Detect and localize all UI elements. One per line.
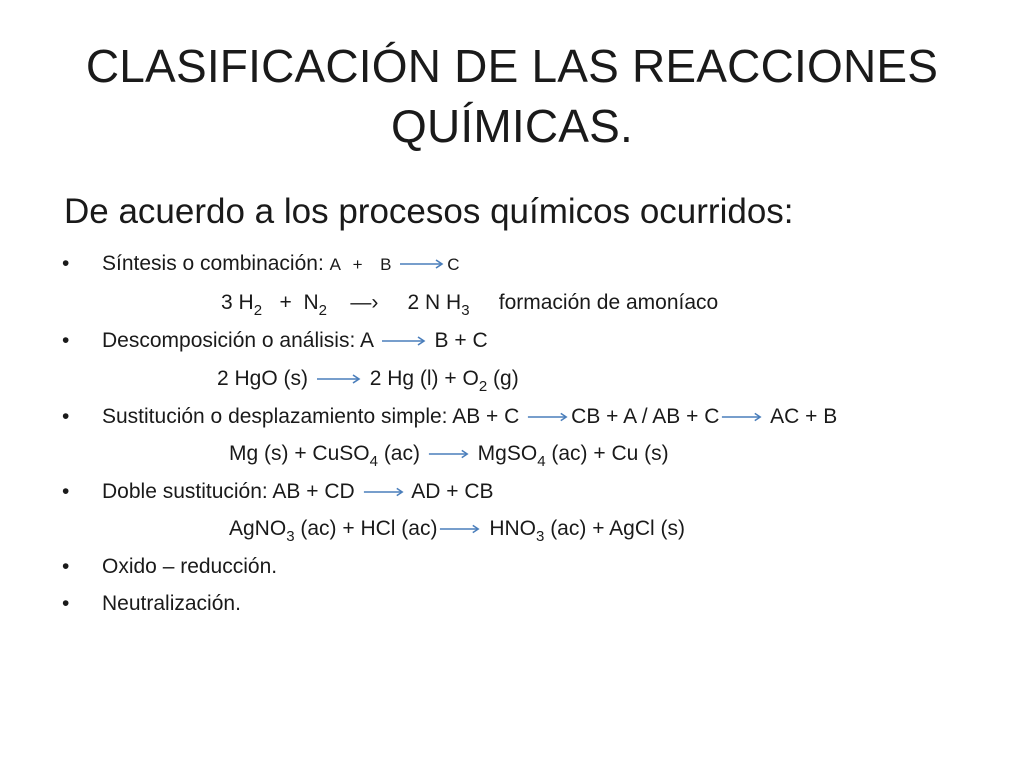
sustitucion-ex-rhs2: (ac) + Cu (s) <box>551 442 669 465</box>
sintesis-ex-arrow-text: —› <box>350 291 379 314</box>
bullet-marker: • <box>62 592 70 615</box>
sustitucion-ex-lhs1: Mg (s) + CuSO <box>229 442 370 465</box>
reaction-arrow-icon <box>721 411 763 423</box>
bullet-sintesis <box>102 251 460 278</box>
descomposicion-example <box>217 366 519 395</box>
sintesis-a: A <box>329 255 341 274</box>
sintesis-ex-plus: + <box>279 291 292 314</box>
reaction-arrow-icon <box>439 523 481 535</box>
sintesis-ex-sub: 3 <box>461 302 470 319</box>
sustitucion-rhs: AC + B <box>770 405 838 428</box>
sintesis-ex-sub: 2 <box>253 302 263 319</box>
bullet-neutralizacion <box>102 591 241 617</box>
reaction-arrow-icon <box>381 335 427 347</box>
sustitucion-label: Sustitución o desplazamiento simple: AB + C <box>102 405 520 428</box>
doble-example <box>229 516 685 545</box>
sintesis-example <box>221 290 719 319</box>
sustitucion-ex-sub: 4 <box>369 453 378 470</box>
descomposicion-ex-rhs2: (g) <box>493 367 519 390</box>
descomposicion-label: Descomposición o análisis: A <box>102 329 373 352</box>
doble-ex-rhs1: HNO <box>489 517 536 540</box>
bullet-marker: • <box>62 555 70 578</box>
descomposicion-ex-lhs: 2 HgO (s) <box>217 367 309 390</box>
bullet-descomposicion <box>102 328 488 354</box>
doble-label: Doble sustitución: AB + CD <box>102 480 355 503</box>
bullet-marker: • <box>62 252 70 275</box>
sintesis-label: Síntesis o combinación <box>102 252 318 275</box>
bullet-marker: • <box>62 405 70 428</box>
slide-subtitle: De acuerdo a los procesos químicos ocurridos: <box>64 192 794 231</box>
reaction-arrow-icon <box>363 486 405 498</box>
sintesis-b: B <box>380 255 392 274</box>
descomposicion-ex-sub: 2 <box>478 378 488 395</box>
descomposicion-rhs: B + C <box>434 329 488 352</box>
reaction-arrow-icon <box>316 373 362 385</box>
neutralizacion-label: Neutralización. <box>102 592 241 615</box>
sustitucion-mid: CB + A / AB + C <box>571 405 720 428</box>
doble-ex-lhs2: (ac) + HCl (ac) <box>300 517 438 540</box>
sintesis-plus: + <box>352 255 363 274</box>
sintesis-colon: : <box>317 252 324 275</box>
bullet-doble <box>102 479 494 505</box>
sustitucion-ex-lhs2: (ac) <box>383 442 420 465</box>
sustitucion-ex-sub: 4 <box>537 453 546 470</box>
doble-ex-lhs1: AgNO <box>229 517 287 540</box>
reaction-arrow-icon <box>399 258 445 270</box>
sintesis-ex-sub: 2 <box>318 302 327 319</box>
doble-rhs: AD + CB <box>411 480 494 503</box>
oxido-label: Oxido – reducción. <box>102 555 278 578</box>
sustitucion-ex-rhs1: MgSO <box>477 442 538 465</box>
reaction-arrow-icon <box>428 448 470 460</box>
bullet-marker: • <box>62 329 70 352</box>
slide-title: CLASIFICACIÓN DE LAS REACCIONES QUÍMICAS. <box>85 40 939 152</box>
doble-ex-sub: 3 <box>536 528 545 545</box>
sintesis-ex-c3: 3 H <box>221 291 254 314</box>
doble-ex-sub: 3 <box>286 528 295 545</box>
bullet-marker: • <box>62 480 70 503</box>
sintesis-ex-note: formación de amoníaco <box>498 291 719 314</box>
sintesis-ex-n: N <box>303 291 319 314</box>
sintesis-c: C <box>447 255 460 274</box>
sustitucion-example <box>229 441 669 470</box>
reaction-arrow-icon <box>527 411 569 423</box>
descomposicion-ex-rhs1: 2 Hg (l) + O <box>369 367 479 390</box>
sintesis-ex-nh: 2 N H <box>407 291 462 314</box>
bullet-sustitucion <box>102 404 837 430</box>
bullet-oxido <box>102 554 277 580</box>
doble-ex-rhs2: (ac) + AgCl (s) <box>550 517 685 540</box>
